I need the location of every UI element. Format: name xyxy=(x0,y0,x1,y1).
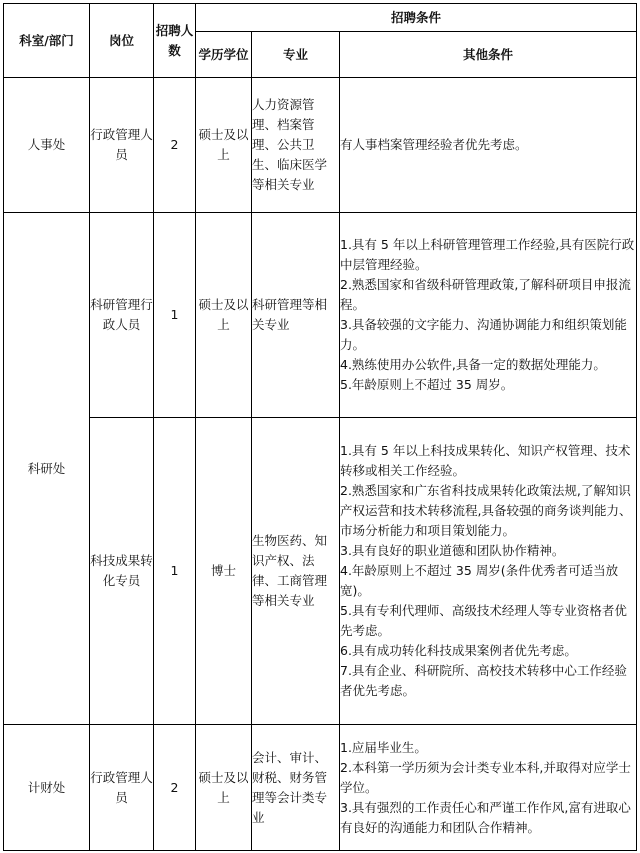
education-cell: 博士 xyxy=(196,418,252,725)
condition-item: 6.具有成功转化科技成果案例者优先考虑。 xyxy=(340,643,577,658)
condition-item: 2.本科第一学历须为会计类专业本科,并取得对应学士学位。 xyxy=(340,759,631,795)
other-conditions-cell xyxy=(340,725,637,851)
position-cell: 科研管理行政人员 xyxy=(90,213,154,418)
position-cell: 科技成果转化专员 xyxy=(90,418,154,725)
condition-item: 2.熟悉国家和广东省科技成果转化政策法规,了解知识产权运营和技术转移流程,具备较强的商务谈判能力、市场分析能力和项目策划能力。 xyxy=(340,483,632,538)
other-conditions-cell xyxy=(340,78,637,213)
table-row xyxy=(4,213,637,418)
major-cell: 科研管理等相关专业 xyxy=(252,213,340,418)
header-row-1 xyxy=(4,4,637,32)
header-other: 其他条件 xyxy=(340,32,637,78)
position-cell: 行政管理人员 xyxy=(90,78,154,213)
table-row xyxy=(4,418,637,725)
education-cell: 硕士及以上 xyxy=(196,213,252,418)
condition-item: 有人事档案管理经验者优先考虑。 xyxy=(340,137,528,152)
condition-item: 3.具有良好的职业道德和团队协作精神。 xyxy=(340,543,565,558)
condition-item: 3.具备较强的文字能力、沟通协调能力和组织策划能力。 xyxy=(340,317,627,352)
condition-item: 4.熟练使用办公软件,具备一定的数据处理能力。 xyxy=(340,357,606,372)
major-cell: 会计、审计、财税、财务管理等会计类专业 xyxy=(252,725,340,851)
count-cell: 2 xyxy=(154,78,196,213)
count-cell: 1 xyxy=(154,213,196,418)
condition-item: 5.具有专利代理师、高级技术经理人等专业资格者优先考虑。 xyxy=(340,603,627,638)
header-dept: 科室/部门 xyxy=(4,4,90,78)
table-row xyxy=(4,725,637,851)
dept-cell: 科研处 xyxy=(4,213,90,725)
other-conditions-cell xyxy=(340,213,637,418)
condition-item: 1.具有 5 年以上科技成果转化、知识产权管理、技术转移或相关工作经验。 xyxy=(340,443,631,478)
condition-item: 4.年龄原则上不超过 35 周岁(条件优秀者可适当放宽)。 xyxy=(340,563,619,598)
header-education: 学历学位 xyxy=(196,32,252,78)
education-cell: 硕士及以上 xyxy=(196,725,252,851)
recruitment-table xyxy=(3,3,637,851)
condition-item: 1.应届毕业生。 xyxy=(340,739,427,755)
major-cell: 人力资源管理、档案管理、公共卫生、临床医学等相关专业 xyxy=(252,78,340,213)
position-cell: 行政管理人员 xyxy=(90,725,154,851)
condition-item: 7.具有企业、科研院所、高校技术转移中心工作经验者优先考虑。 xyxy=(340,663,627,698)
condition-item: 2.熟悉国家和省级科研管理政策,了解科研项目申报流程。 xyxy=(340,277,631,312)
dept-cell: 计财处 xyxy=(4,725,90,851)
dept-cell: 人事处 xyxy=(4,78,90,213)
header-major: 专业 xyxy=(252,32,340,78)
condition-item: 1.具有 5 年以上科研管理管理工作经验,具有医院行政中层管理经验。 xyxy=(340,237,635,272)
header-position: 岗位 xyxy=(90,4,154,78)
count-cell: 2 xyxy=(154,725,196,851)
table-row xyxy=(4,78,637,213)
condition-item: 3.具有强烈的工作责任心和严谨工作作风,富有进取心有良好的沟通能力和团队合作精神。 xyxy=(340,799,631,835)
major-cell: 生物医药、知识产权、法律、工商管理等相关专业 xyxy=(252,418,340,725)
header-count: 招聘人数 xyxy=(154,4,196,78)
other-conditions-cell xyxy=(340,418,637,725)
condition-item: 5.年龄原则上不超过 35 周岁。 xyxy=(340,377,514,392)
header-conditions: 招聘条件 xyxy=(196,4,637,32)
count-cell: 1 xyxy=(154,418,196,725)
education-cell: 硕士及以上 xyxy=(196,78,252,213)
